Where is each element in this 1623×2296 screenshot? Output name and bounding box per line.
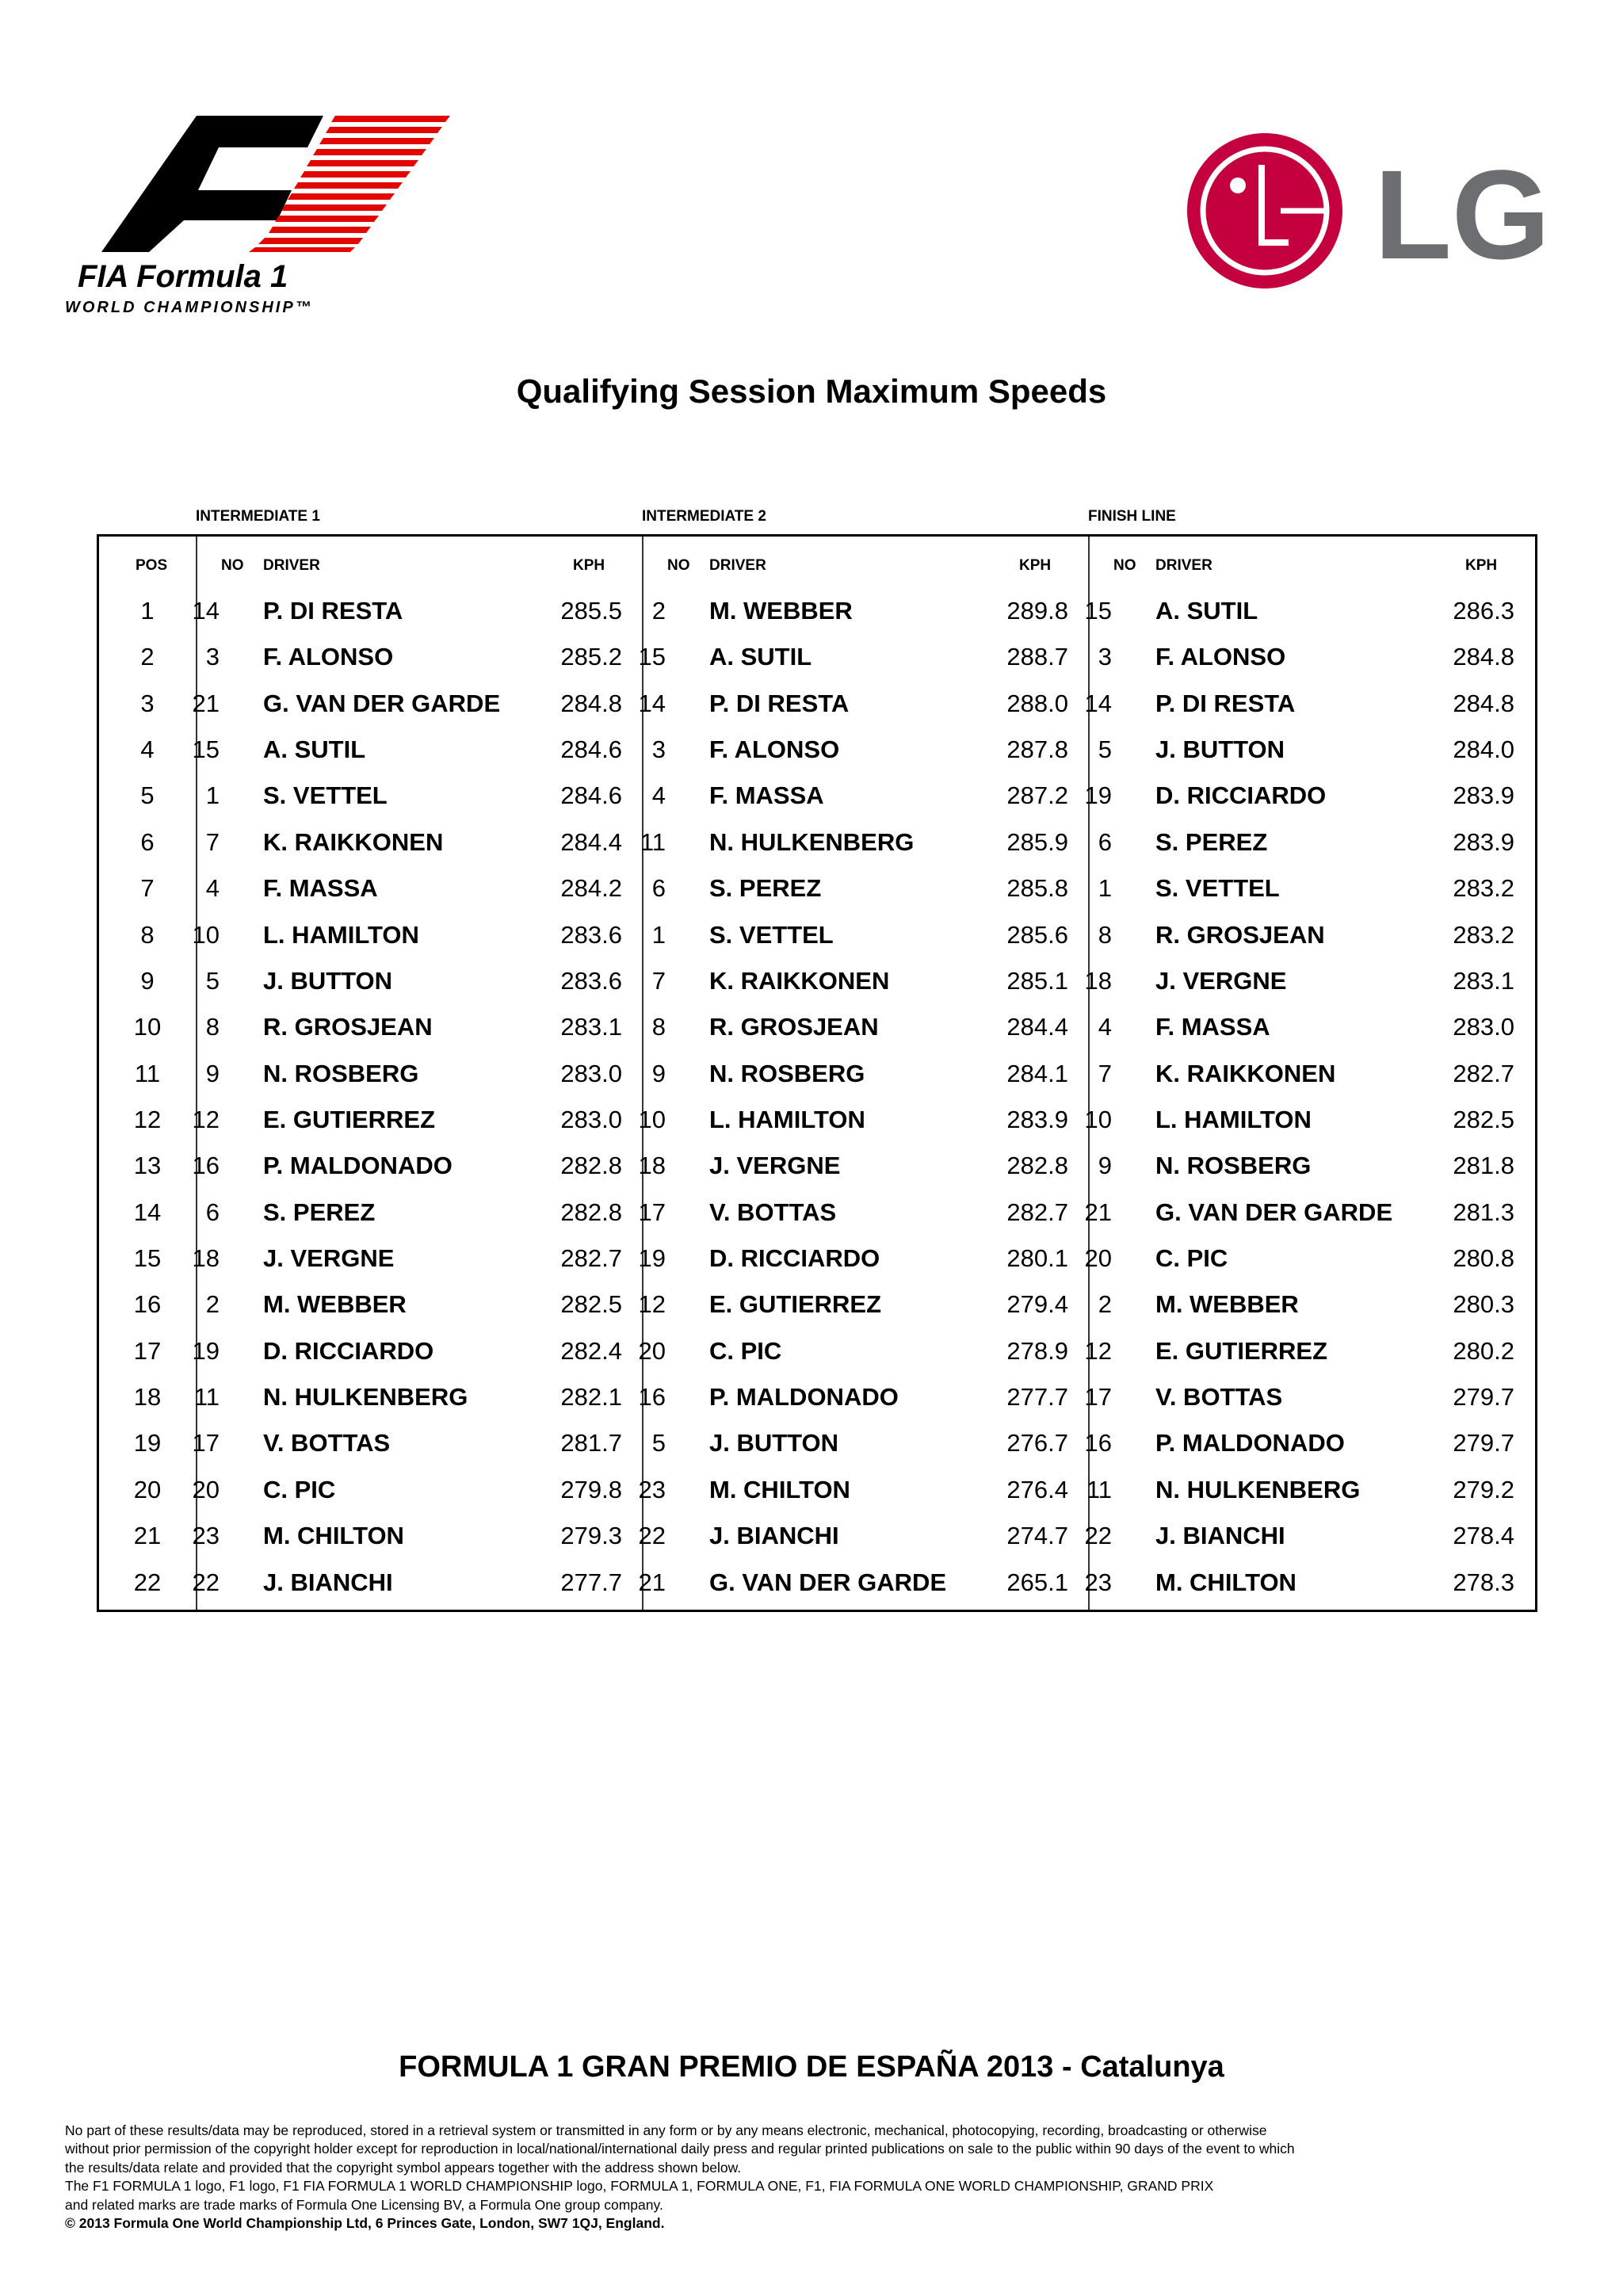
intermediate-2-no-cell: 9 <box>651 1059 666 1087</box>
finish-line-driver-cell: P. DI RESTA <box>1155 689 1296 717</box>
intermediate-1-kph-cell: 284.6 <box>560 735 622 764</box>
intermediate-1-driver-cell: M. WEBBER <box>263 1290 407 1319</box>
intermediate-2-driver-cell: J. VERGNE <box>709 1152 841 1180</box>
position-cell: 7 <box>140 874 155 903</box>
f1-logo-mark <box>101 116 450 252</box>
intermediate-1-no-cell: 5 <box>205 966 220 995</box>
intermediate-2-no-cell: 19 <box>638 1244 666 1273</box>
table-row <box>99 1467 1535 1513</box>
header-driver: DRIVER <box>1155 557 1212 574</box>
intermediate-2-kph-cell: 287.8 <box>1006 735 1068 764</box>
finish-line-kph-cell: 281.8 <box>1453 1152 1514 1180</box>
finish-line-kph-cell: 279.2 <box>1453 1475 1514 1503</box>
intermediate-1-driver-cell: N. ROSBERG <box>263 1059 419 1087</box>
intermediate-2-driver-cell: F. MASSA <box>709 781 824 810</box>
intermediate-2-driver-cell: F. ALONSO <box>709 735 840 764</box>
intermediate-1-kph-cell: 282.1 <box>560 1383 622 1412</box>
header-driver: DRIVER <box>709 557 766 574</box>
finish-line-driver-cell: N. HULKENBERG <box>1155 1475 1361 1503</box>
lg-wordmark: LG <box>1374 143 1551 285</box>
table-row <box>99 1004 1535 1050</box>
intermediate-2-no-cell: 23 <box>638 1475 666 1503</box>
finish-line-kph-cell: 282.5 <box>1453 1105 1514 1133</box>
intermediate-1-kph-cell: 279.8 <box>560 1475 622 1503</box>
table-row <box>99 1051 1535 1097</box>
intermediate-1-kph-cell: 283.0 <box>560 1059 622 1087</box>
position-cell: 2 <box>140 643 155 671</box>
intermediate-1-driver-cell: S. PEREZ <box>263 1198 376 1226</box>
finish-line-driver-cell: J. VERGNE <box>1155 966 1287 995</box>
finish-line-driver-cell: G. VAN DER GARDE <box>1155 1198 1393 1226</box>
intermediate-1-driver-cell: L. HAMILTON <box>263 920 419 949</box>
intermediate-1-driver-cell: D. RICCIARDO <box>263 1336 434 1365</box>
finish-line-no-cell: 14 <box>1084 689 1112 717</box>
finish-line-kph-cell: 283.9 <box>1453 827 1514 856</box>
position-cell: 8 <box>140 920 155 949</box>
finish-line-no-cell: 15 <box>1084 597 1112 625</box>
finish-line-no-cell: 2 <box>1098 1290 1112 1319</box>
table-row <box>99 1560 1535 1606</box>
finish-line-no-cell: 10 <box>1084 1105 1112 1133</box>
intermediate-2-no-cell: 12 <box>638 1290 666 1319</box>
position-cell: 15 <box>133 1244 162 1273</box>
finish-line-kph-cell: 283.9 <box>1453 781 1514 810</box>
intermediate-1-no-cell: 2 <box>205 1290 220 1319</box>
intermediate-2-no-cell: 10 <box>638 1105 666 1133</box>
table-row <box>99 1513 1535 1559</box>
intermediate-1-kph-cell: 285.5 <box>560 597 622 625</box>
intermediate-1-kph-cell: 282.5 <box>560 1290 622 1319</box>
finish-line-kph-cell: 283.2 <box>1453 920 1514 949</box>
copyright-footer <box>65 2122 1571 2233</box>
intermediate-1-driver-cell: E. GUTIERREZ <box>263 1105 436 1133</box>
finish-line-kph-cell: 283.1 <box>1453 966 1514 995</box>
finish-line-kph-cell: 281.3 <box>1453 1198 1514 1226</box>
intermediate-1-kph-cell: 283.6 <box>560 920 622 949</box>
intermediate-1-no-cell: 16 <box>192 1152 220 1180</box>
finish-line-no-cell: 19 <box>1084 781 1112 810</box>
intermediate-1-driver-cell: F. ALONSO <box>263 643 394 671</box>
intermediate-1-kph-cell: 284.6 <box>560 781 622 810</box>
finish-line-no-cell: 7 <box>1098 1059 1112 1087</box>
finish-line-driver-cell: M. WEBBER <box>1155 1290 1299 1319</box>
intermediate-1-no-cell: 14 <box>192 597 220 625</box>
finish-line-kph-cell: 279.7 <box>1453 1383 1514 1412</box>
intermediate-2-driver-cell: E. GUTIERREZ <box>709 1290 882 1319</box>
intermediate-2-no-cell: 4 <box>651 781 666 810</box>
lg-logo-mark <box>1187 133 1342 288</box>
intermediate-2-driver-cell: A. SUTIL <box>709 643 812 671</box>
intermediate-1-driver-cell: S. VETTEL <box>263 781 388 810</box>
intermediate-2-no-cell: 3 <box>651 735 666 764</box>
finish-line-no-cell: 6 <box>1098 827 1112 856</box>
position-cell: 19 <box>133 1429 162 1457</box>
intermediate-1-kph-cell: 282.4 <box>560 1336 622 1365</box>
intermediate-1-driver-cell: N. HULKENBERG <box>263 1383 468 1412</box>
intermediate-2-kph-cell: 288.0 <box>1006 689 1068 717</box>
intermediate-1-kph-cell: 284.2 <box>560 874 622 903</box>
intermediate-1-driver-cell: F. MASSA <box>263 874 378 903</box>
intermediate-1-kph-cell: 284.4 <box>560 827 622 856</box>
results-table <box>97 534 1537 1612</box>
footer-copyright: © 2013 Formula One World Championship Ltd, 6 Princes Gate, London, SW7 1QJ, England. <box>65 2215 665 2232</box>
finish-line-driver-cell: N. ROSBERG <box>1155 1152 1312 1180</box>
intermediate-2-kph-cell: 285.1 <box>1006 966 1068 995</box>
finish-line-no-cell: 20 <box>1084 1244 1112 1273</box>
finish-line-no-cell: 23 <box>1084 1568 1112 1596</box>
intermediate-1-no-cell: 9 <box>205 1059 220 1087</box>
position-cell: 1 <box>140 597 155 625</box>
intermediate-2-driver-cell: J. BIANCHI <box>709 1522 839 1550</box>
intermediate-2-driver-cell: N. HULKENBERG <box>709 827 915 856</box>
header-kph: KPH <box>573 557 605 574</box>
finish-line-kph-cell: 280.2 <box>1453 1336 1514 1365</box>
intermediate-2-kph-cell: 285.6 <box>1006 920 1068 949</box>
intermediate-2-driver-cell: D. RICCIARDO <box>709 1244 880 1273</box>
finish-line-driver-cell: C. PIC <box>1155 1244 1228 1273</box>
finish-line-driver-cell: M. CHILTON <box>1155 1568 1296 1596</box>
intermediate-1-no-cell: 22 <box>192 1568 220 1596</box>
intermediate-2-kph-cell: 276.7 <box>1006 1429 1068 1457</box>
finish-line-driver-cell: K. RAIKKONEN <box>1155 1059 1336 1087</box>
intermediate-2-kph-cell: 279.4 <box>1006 1290 1068 1319</box>
finish-line-kph-cell: 284.0 <box>1453 735 1514 764</box>
table-row <box>99 681 1535 727</box>
intermediate-1-driver-cell: J. BUTTON <box>263 966 393 995</box>
finish-line-no-cell: 18 <box>1084 966 1112 995</box>
event-title: FORMULA 1 GRAN PREMIO DE ESPAÑA 2013 - Catalunya <box>399 2050 1224 2084</box>
finish-line-no-cell: 4 <box>1098 1013 1112 1041</box>
intermediate-1-driver-cell: P. MALDONADO <box>263 1152 453 1180</box>
position-cell: 20 <box>133 1475 162 1503</box>
position-cell: 5 <box>140 781 155 810</box>
header-no: NO <box>221 557 244 574</box>
intermediate-2-no-cell: 11 <box>640 827 666 856</box>
intermediate-1-no-cell: 4 <box>205 874 220 903</box>
intermediate-1-no-cell: 11 <box>193 1383 220 1412</box>
table-row <box>99 634 1535 680</box>
intermediate-2-kph-cell: 276.4 <box>1006 1475 1068 1503</box>
intermediate-2-no-cell: 21 <box>638 1568 666 1596</box>
section-labels <box>0 508 1623 532</box>
intermediate-1-no-cell: 21 <box>192 689 220 717</box>
intermediate-1-driver-cell: J. BIANCHI <box>263 1568 393 1596</box>
finish-line-driver-cell: P. MALDONADO <box>1155 1429 1345 1457</box>
finish-line-driver-cell: F. ALONSO <box>1155 643 1286 671</box>
intermediate-2-kph-cell: 289.8 <box>1006 597 1068 625</box>
intermediate-2-driver-cell: M. CHILTON <box>709 1475 850 1503</box>
table-row <box>99 1236 1535 1282</box>
intermediate-1-no-cell: 10 <box>192 920 220 949</box>
intermediate-2-no-cell: 14 <box>638 689 666 717</box>
finish-line-driver-cell: R. GROSJEAN <box>1155 920 1325 949</box>
f1-logo-subtext: WORLD CHAMPIONSHIP™ <box>65 299 314 316</box>
finish-line-kph-cell: 283.2 <box>1453 874 1514 903</box>
section-label-finish-line: FINISH LINE <box>1088 508 1176 525</box>
position-cell: 13 <box>133 1152 162 1180</box>
finish-line-kph-cell: 283.0 <box>1453 1013 1514 1041</box>
intermediate-1-kph-cell: 282.8 <box>560 1152 622 1180</box>
table-row <box>99 773 1535 819</box>
table-row <box>99 1282 1535 1328</box>
intermediate-1-driver-cell: C. PIC <box>263 1475 336 1503</box>
intermediate-2-driver-cell: S. PEREZ <box>709 874 822 903</box>
footer-line: No part of these results/data may be reproduced, stored in a retrieval system or transmitted in any form or by any means electronic, mechanical, photocopying, recording, broadcasting or otherwise <box>65 2122 1267 2138</box>
table-row <box>99 1420 1535 1466</box>
finish-line-no-cell: 1 <box>1098 874 1112 903</box>
intermediate-2-driver-cell: C. PIC <box>709 1336 782 1365</box>
finish-line-driver-cell: E. GUTIERREZ <box>1155 1336 1328 1365</box>
intermediate-1-no-cell: 7 <box>205 827 220 856</box>
intermediate-1-kph-cell: 279.3 <box>560 1522 622 1550</box>
finish-line-no-cell: 5 <box>1098 735 1112 764</box>
finish-line-no-cell: 17 <box>1084 1383 1112 1412</box>
intermediate-1-kph-cell: 284.8 <box>560 689 622 717</box>
intermediate-2-no-cell: 15 <box>638 643 666 671</box>
intermediate-2-no-cell: 8 <box>651 1013 666 1041</box>
finish-line-driver-cell: F. MASSA <box>1155 1013 1270 1041</box>
table-row <box>99 958 1535 1004</box>
intermediate-1-kph-cell: 285.2 <box>560 643 622 671</box>
intermediate-1-no-cell: 18 <box>192 1244 220 1273</box>
page-title: Qualifying Session Maximum Speeds <box>516 372 1107 410</box>
table-row <box>99 1374 1535 1420</box>
finish-line-driver-cell: S. VETTEL <box>1155 874 1280 903</box>
intermediate-1-driver-cell: J. VERGNE <box>263 1244 395 1273</box>
intermediate-1-driver-cell: G. VAN DER GARDE <box>263 689 501 717</box>
intermediate-2-driver-cell: N. ROSBERG <box>709 1059 865 1087</box>
position-cell: 22 <box>133 1568 162 1596</box>
intermediate-1-kph-cell: 283.6 <box>560 966 622 995</box>
intermediate-2-no-cell: 16 <box>638 1383 666 1412</box>
position-cell: 10 <box>133 1013 162 1041</box>
table-row <box>99 865 1535 911</box>
position-cell: 3 <box>140 689 155 717</box>
table-row <box>99 727 1535 773</box>
finish-line-driver-cell: V. BOTTAS <box>1155 1383 1283 1412</box>
intermediate-2-kph-cell: 282.7 <box>1006 1198 1068 1226</box>
finish-line-no-cell: 9 <box>1098 1152 1112 1180</box>
footer-line: and related marks are trade marks of Formula One Licensing BV, a Formula One group company. <box>65 2196 663 2213</box>
intermediate-1-no-cell: 23 <box>192 1522 220 1550</box>
intermediate-2-no-cell: 1 <box>651 920 666 949</box>
finish-line-no-cell: 12 <box>1084 1336 1112 1365</box>
intermediate-1-driver-cell: A. SUTIL <box>263 735 366 764</box>
intermediate-1-no-cell: 1 <box>205 781 220 810</box>
table-row <box>99 912 1535 958</box>
finish-line-kph-cell: 278.3 <box>1453 1568 1514 1596</box>
finish-line-kph-cell: 284.8 <box>1453 643 1514 671</box>
header-kph: KPH <box>1019 557 1052 574</box>
position-cell: 4 <box>140 735 155 764</box>
finish-line-no-cell: 16 <box>1084 1429 1112 1457</box>
table-row <box>99 819 1535 865</box>
f1-logo <box>62 111 466 317</box>
intermediate-2-driver-cell: V. BOTTAS <box>709 1198 837 1226</box>
footer-line: without prior permission of the copyright holder except for reproduction in local/national/international daily press and regular printed publications on sale to the public within 90 days of the event to which <box>65 2141 1295 2157</box>
header-no: NO <box>667 557 690 574</box>
finish-line-kph-cell: 279.7 <box>1453 1429 1514 1457</box>
position-cell: 21 <box>133 1522 162 1550</box>
intermediate-1-kph-cell: 277.7 <box>560 1568 622 1596</box>
intermediate-2-driver-cell: R. GROSJEAN <box>709 1013 879 1041</box>
finish-line-driver-cell: D. RICCIARDO <box>1155 781 1327 810</box>
finish-line-kph-cell: 280.3 <box>1453 1290 1514 1319</box>
intermediate-2-no-cell: 6 <box>651 874 666 903</box>
intermediate-1-kph-cell: 282.7 <box>560 1244 622 1273</box>
footer-line: the results/data relate and provided that the copyright symbol appears together with the address shown below. <box>65 2159 742 2176</box>
header-pos: POS <box>136 557 168 574</box>
intermediate-2-kph-cell: 278.9 <box>1006 1336 1068 1365</box>
finish-line-driver-cell: J. BIANCHI <box>1155 1522 1285 1550</box>
finish-line-no-cell: 8 <box>1098 920 1112 949</box>
intermediate-1-kph-cell: 281.7 <box>560 1429 622 1457</box>
intermediate-2-driver-cell: G. VAN DER GARDE <box>709 1568 947 1596</box>
intermediate-2-driver-cell: J. BUTTON <box>709 1429 839 1457</box>
header-no: NO <box>1113 557 1136 574</box>
intermediate-1-no-cell: 19 <box>192 1336 220 1365</box>
table-row <box>99 588 1535 634</box>
finish-line-driver-cell: L. HAMILTON <box>1155 1105 1312 1133</box>
position-cell: 6 <box>140 827 155 856</box>
intermediate-1-no-cell: 3 <box>205 643 220 671</box>
intermediate-2-kph-cell: 287.2 <box>1006 781 1068 810</box>
intermediate-1-driver-cell: M. CHILTON <box>263 1522 404 1550</box>
intermediate-1-driver-cell: V. BOTTAS <box>263 1429 391 1457</box>
intermediate-2-driver-cell: P. DI RESTA <box>709 689 850 717</box>
intermediate-1-no-cell: 15 <box>192 735 220 764</box>
section-label-intermediate-2: INTERMEDIATE 2 <box>642 508 766 525</box>
finish-line-kph-cell: 284.8 <box>1453 689 1514 717</box>
finish-line-kph-cell: 278.4 <box>1453 1522 1514 1550</box>
intermediate-2-kph-cell: 265.1 <box>1006 1568 1068 1596</box>
intermediate-2-kph-cell: 285.8 <box>1006 874 1068 903</box>
position-cell: 17 <box>133 1336 162 1365</box>
intermediate-2-driver-cell: P. MALDONADO <box>709 1383 899 1412</box>
intermediate-2-kph-cell: 283.9 <box>1006 1105 1068 1133</box>
finish-line-driver-cell: S. PEREZ <box>1155 827 1268 856</box>
intermediate-2-kph-cell: 284.1 <box>1006 1059 1068 1087</box>
intermediate-2-driver-cell: K. RAIKKONEN <box>709 966 890 995</box>
position-cell: 16 <box>133 1290 162 1319</box>
intermediate-1-no-cell: 6 <box>205 1198 220 1226</box>
finish-line-no-cell: 3 <box>1098 643 1112 671</box>
finish-line-driver-cell: J. BUTTON <box>1155 735 1285 764</box>
finish-line-no-cell: 21 <box>1084 1198 1112 1226</box>
table-row <box>99 1328 1535 1374</box>
intermediate-1-driver-cell: R. GROSJEAN <box>263 1013 433 1041</box>
position-cell: 12 <box>133 1105 162 1133</box>
intermediate-1-no-cell: 12 <box>192 1105 220 1133</box>
header-kph: KPH <box>1465 557 1498 574</box>
intermediate-2-kph-cell: 282.8 <box>1006 1152 1068 1180</box>
finish-line-kph-cell: 286.3 <box>1453 597 1514 625</box>
intermediate-2-no-cell: 2 <box>651 597 666 625</box>
finish-line-kph-cell: 280.8 <box>1453 1244 1514 1273</box>
position-cell: 9 <box>140 966 155 995</box>
intermediate-2-no-cell: 7 <box>651 966 666 995</box>
footer-line: The F1 FORMULA 1 logo, F1 logo, F1 FIA FORMULA 1 WORLD CHAMPIONSHIP logo, FORMULA 1, FORMULA ONE, F1, FIA FORMULA ONE WORLD CHAMPIONSHIP, GRAND PRIX <box>65 2178 1214 2195</box>
finish-line-no-cell: 22 <box>1084 1522 1112 1550</box>
intermediate-1-driver-cell: K. RAIKKONEN <box>263 827 444 856</box>
finish-line-no-cell: 11 <box>1086 1475 1112 1503</box>
position-cell: 14 <box>133 1198 162 1226</box>
intermediate-2-driver-cell: L. HAMILTON <box>709 1105 865 1133</box>
intermediate-1-kph-cell: 283.1 <box>560 1013 622 1041</box>
intermediate-2-kph-cell: 274.7 <box>1006 1522 1068 1550</box>
intermediate-2-driver-cell: S. VETTEL <box>709 920 834 949</box>
intermediate-2-no-cell: 18 <box>638 1152 666 1180</box>
intermediate-2-kph-cell: 277.7 <box>1006 1383 1068 1412</box>
intermediate-2-no-cell: 5 <box>651 1429 666 1457</box>
intermediate-1-no-cell: 20 <box>192 1475 220 1503</box>
intermediate-2-kph-cell: 288.7 <box>1006 643 1068 671</box>
f1-logo-text: FIA Formula 1 <box>78 259 288 294</box>
table-row <box>99 1190 1535 1236</box>
position-cell: 11 <box>134 1059 161 1087</box>
lg-logo <box>1186 132 1566 293</box>
header-driver: DRIVER <box>263 557 320 574</box>
intermediate-2-driver-cell: M. WEBBER <box>709 597 853 625</box>
intermediate-2-kph-cell: 284.4 <box>1006 1013 1068 1041</box>
intermediate-2-kph-cell: 285.9 <box>1006 827 1068 856</box>
intermediate-1-kph-cell: 282.8 <box>560 1198 622 1226</box>
intermediate-1-no-cell: 17 <box>192 1429 220 1457</box>
table-row <box>99 1097 1535 1143</box>
intermediate-2-kph-cell: 280.1 <box>1006 1244 1068 1273</box>
finish-line-driver-cell: A. SUTIL <box>1155 597 1258 625</box>
intermediate-2-no-cell: 22 <box>638 1522 666 1550</box>
intermediate-1-kph-cell: 283.0 <box>560 1105 622 1133</box>
table-row <box>99 1143 1535 1189</box>
intermediate-1-driver-cell: P. DI RESTA <box>263 597 403 625</box>
intermediate-2-no-cell: 20 <box>638 1336 666 1365</box>
position-cell: 18 <box>133 1383 162 1412</box>
intermediate-2-no-cell: 17 <box>638 1198 666 1226</box>
intermediate-1-no-cell: 8 <box>205 1013 220 1041</box>
finish-line-kph-cell: 282.7 <box>1453 1059 1514 1087</box>
section-label-intermediate-1: INTERMEDIATE 1 <box>196 508 320 525</box>
